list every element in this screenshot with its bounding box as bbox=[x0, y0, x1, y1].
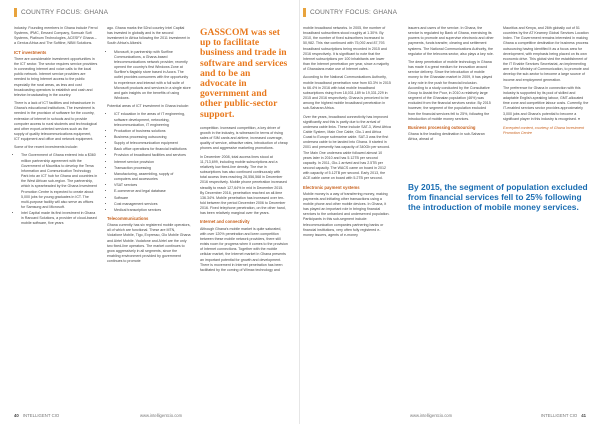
microsoft-list bbox=[107, 50, 191, 102]
right-page bbox=[300, 0, 600, 424]
paragraph: competition. Increased competition, a key driver of growth in the industry, is witnessed in terms of rising sales of SIM cards and airtime, increased coverage, quality of service, attractive rates, introduction of cheap phones and aggressive marketing promotions. bbox=[200, 125, 288, 151]
paragraph: Mobile money is a way of transferring money, making payments and initiating other transactions using a mobile phone and other mobile devices. In Ghana, it has played an important role in bringing financial services to the unbanked and underserved population. Participants in this sub-segment include: telecommunication companies partnering banks or financial institutions, very often fully registered e-money issuers, agents of e-money bbox=[303, 191, 390, 237]
section-heading-electronic-payments: Electronic payment systems bbox=[303, 184, 360, 190]
paragraph: Although Ghana's mobile market is quite saturated, with over 120% penetration and keen competition between these mobile network providers, there still exists room for progress when it comes to the provision of Internet connections. Together with the mobile cellular market, the Internet market in Ghana presents an important potential for growth and development. There is movement in Internet penetration has been facilitated by the coming of Wimax technology and bbox=[200, 226, 288, 272]
header-accent-bar bbox=[14, 8, 17, 17]
list-item: • VSAT services bbox=[114, 183, 191, 188]
list-item: • Internet service provision bbox=[114, 160, 191, 165]
paragraph: issuers and users of the service. In Ghana, the service is regulated by Bank of Ghana, exercising its powers to promote and supervise electronic and other payments, funds transfer, clearing and settlement systems. The National Communications Authority, the regulator of the telecoms sector, also plays a key role. bbox=[408, 26, 494, 56]
paragraph: The preference for Ghana in connection with this industry is supported by its pool of skilled and adaptable English-speaking labour, GMT-allocated time zone and competitive labour costs. Currently, the IT-enabled services sector provides approximately 3,000 jobs and Ghana's potential to become a significant player in this industry is recognised. ● bbox=[503, 85, 589, 121]
paragraph: The deep penetration of mobile technology in Ghana has made it a great medium for innovation around service delivery. Since the introduction of mobile money to the Ghanaian market in 2009, it has played a key role in the push for financial inclusion. According to a study conducted by the Consultative Group to Assist the Poor, in 2010 a relatively large segment of the Ghanaian population (46%) was excluded from the financial services sector. By 2015 however, the segment of the population excluded from the financial services fell to 25%, following the introduction of mobile money services. bbox=[408, 59, 493, 121]
list-item: • Cost management services bbox=[114, 202, 191, 207]
section-heading-bpo: Business processing outsourcing bbox=[408, 124, 476, 130]
page-number: 41 bbox=[581, 413, 586, 418]
potential-areas-list bbox=[107, 112, 191, 213]
paragraph: Ghana is the leading destination in sub-Saharan Africa, ahead of bbox=[408, 131, 485, 142]
list-item: • Production of business solutions bbox=[114, 129, 191, 134]
list-item: • Provision of broadband facilities and services bbox=[114, 153, 191, 158]
right-column-3 bbox=[503, 26, 589, 176]
paragraph: Potential areas of ICT investment in Ghana include: bbox=[107, 104, 190, 109]
footer-url[interactable]: www.intelligentcio.com bbox=[140, 413, 183, 418]
paragraph: industry. Founding members in Ghana include Ferrol Systems, IPMC, Eessed Company, Somuah Soft Systems, Platinum Technologies, ACESFY Ghana – a Genius Africa and The Softline, NBM Solutions. bbox=[14, 26, 98, 46]
list-item: • Intel Capital made its first investment in Ghana in Rancard Solutions, a provider of cloud-based mobile software, five years bbox=[21, 211, 98, 226]
paragraph: Some of the recent investments include: bbox=[14, 145, 78, 150]
paragraph: Ghana currently has six registered mobile operators, all of which are functional. These are MTN, Vodafone Mobile, Tigo, Expresso, Glo Mobile Ghana and Airtel Mobile. Vodafone and Airtel are the only two fixed-line operators. The market continues to grow aggressively in all segments, since the enabling environment provided by government continues to promote bbox=[107, 223, 191, 264]
source-caption: Excerpted content, courtesy of Ghana Investment Promotion Centre bbox=[503, 125, 584, 135]
paragraph: Mauritius and Kenya, and 26th globally out of 51 countries by the AT Kearney Global Services Location Index. The Government remains interested in making Ghana a competitive destination for business process outsourcing having identified it as a focus area for development, with emphasis being placed on its own economic drive. This global vied the establishment of the IT Enable Services Secretariat, an implementing arm of the Ministry of Communication, to promote and develop the sub-sector to become a large source of income and employment generation. bbox=[503, 26, 589, 82]
page-number: 40 bbox=[14, 413, 19, 418]
paragraph: According to the National Communications Authority, mobile broadband penetration rose from 63.3% in 2015 to 66.4% in 2016 with total mobile broadband subscriptions rising from 18,031,189 to 19,331,229 in 2015 and 2016 respectively. Ghana is perceived to be among the highest mobile broadband penetration in sub-Saharan Africa. bbox=[303, 75, 391, 111]
page-footer-left bbox=[14, 413, 59, 418]
paragraph: Over the years, broadband connectivity has improved significantly and this is partly due to the arrival of undersea cable links. These include SAT-3, West Africa Cable System, Main One Cable, Glo-1 and Africa Coast to Europe submarine cable. SAT-3 was the first undersea cable to be landed into Ghana. It started in 2001 and presently has capacity of 340Gb per second. The Main One undersea cable followed almost 10 years later in 2010 and has 5.12TB per second capacity. In 2011, Glo-1 arrived and has 2.5TB per second capacity. The WACS came on board in 2012 with capacity of 5.12TB per second. Early 2013, the ACE cable came on board with 5.2TB per second. bbox=[303, 114, 391, 181]
footer-url[interactable]: www.intelligentcio.com bbox=[410, 413, 453, 418]
list-item: • Back office operations for financial institutions bbox=[114, 147, 191, 152]
header-title: COUNTRY FOCUS: GHANA bbox=[310, 9, 398, 16]
list-item: • Manufacturing, assembling, supply of computers and accessories bbox=[114, 172, 191, 182]
magazine-name: INTELLIGENT CIO bbox=[540, 413, 578, 418]
right-column-2 bbox=[408, 26, 494, 176]
paragraph: mobile broadband networks. In 2005, the number of broadband subscribers stood roughly at 1.30%. By 2010, the number of fixed subscribers increased to 50,982. This rise continued with 75,092 and 87,793 broadband subscriptions being recorded in 2015 and 2016 respectively. It is significant to note that the Internet subscriptions per 100 inhabitants are lower than the Internet penetration per year, since a majority of Ghanaians make use of Internet cafes. bbox=[303, 26, 390, 72]
section-heading-telecommunications: Telecommunications bbox=[107, 216, 149, 221]
list-item: • The Government of Ghana entered into a $360 million partnership agreement with the Government of Mauritius to develop the Tema Information and Communication Technology Park into an ICT hub for Ghana and countries in the West African sub-region. The partnership, which is spearheaded by the Ghana Investment Promotion Centre is expected to create about 5,000 jobs for young graduates in ICT. The multi-purpose facility will also serve as offices for Samsung and Microsoft. bbox=[21, 153, 98, 210]
page-footer-right bbox=[541, 413, 586, 418]
list-item: • Software bbox=[114, 196, 191, 201]
list-item: • Business processing outsourcing bbox=[114, 135, 191, 140]
header-title: COUNTRY FOCUS: GHANA bbox=[21, 9, 109, 16]
list-item: • Supply of telecommunication equipment bbox=[114, 141, 191, 146]
right-column-1 bbox=[303, 26, 391, 416]
left-column-3 bbox=[200, 26, 288, 276]
section-heading-internet-connectivity: Internet and connectivity bbox=[200, 219, 250, 225]
section-heading-ict-investments: ICT investments bbox=[14, 49, 47, 55]
pull-quote-financial-inclusion: By 2015, the segment of population excluded from financial services fell to 25% following the introduction of mobile money services. bbox=[408, 182, 588, 212]
investment-list bbox=[14, 153, 98, 226]
magazine-name: INTELLIGENT CIO bbox=[22, 413, 60, 418]
page-header-right bbox=[303, 6, 397, 19]
pull-quote-gasscom: GASSCOM was set up to facilitate business and trade in software and services and to be an advocate in government and other public-sector support. bbox=[200, 27, 288, 120]
left-column-1 bbox=[14, 26, 98, 230]
left-column-2 bbox=[107, 26, 191, 267]
list-item: • Medical transcription services bbox=[114, 208, 191, 213]
list-item: • E-commerce and legal database bbox=[114, 189, 191, 194]
list-item: • Transaction processing bbox=[114, 166, 191, 171]
page-header-left bbox=[14, 6, 108, 19]
list-item: • ICT education in the areas of IT engineering, software development, networking, telecommunication, IT engineering bbox=[114, 112, 191, 127]
paragraph: There is a lack of ICT facilities and infrastructure in Ghana's educational institutions. The investment is needed in the provision of software for the country, extension of internet in schools and to provide computer access to rural students and technological and other export-oriented services such as the supply of quality telecommunications equipment, ICT equipment and office and network equipment. bbox=[14, 101, 97, 142]
paragraph: In December 2008, total access lines stood at 11,713,699, including mobile subscriptions and a relatively low fixed-line density. The rise in subscriptions has also continued continuously with total access lines reaching 26,556,568 in December 2016 respectively. Mobile phone penetration increased steadily to reach 127,64% in mid in December 2015. By December 2016, penetration reached an all-time 136.34%. Mobile penetration has increased over ten-fold between the period December 2006 to December 2016. Fixed telephone penetration, on the other hand, has been relatively marginal over the years. bbox=[200, 154, 287, 216]
paragraph: There are considerable investment opportunities in the ICT sector. The sector requires service providers in connecting internet and voice calls to the local public network. Internet service providers are needed to bring Internet access to the public especially the rural areas, as less and cost broadcasting operators to establish and cash and televion broadcasting in the country. bbox=[14, 56, 98, 97]
list-item: • Microsoft, in partnership with Surfline Communications, a Ghana-based telecommunications network provider, recently opened the country's first Windows Zone at Surfline's flagship store based in Accra. The outlet provides consumers with the opportunity to experience and interact with a full suite of Microsoft products and services in a single store and gain insights on the benefits of using Windows. bbox=[114, 50, 191, 102]
header-accent-bar bbox=[303, 8, 306, 17]
paragraph: ago. Ghana marks the 52nd country Intel Capital has invested in globally and is the second investment in Africa following the 2011 investment in South Africa's Alkeshi. bbox=[107, 26, 191, 46]
